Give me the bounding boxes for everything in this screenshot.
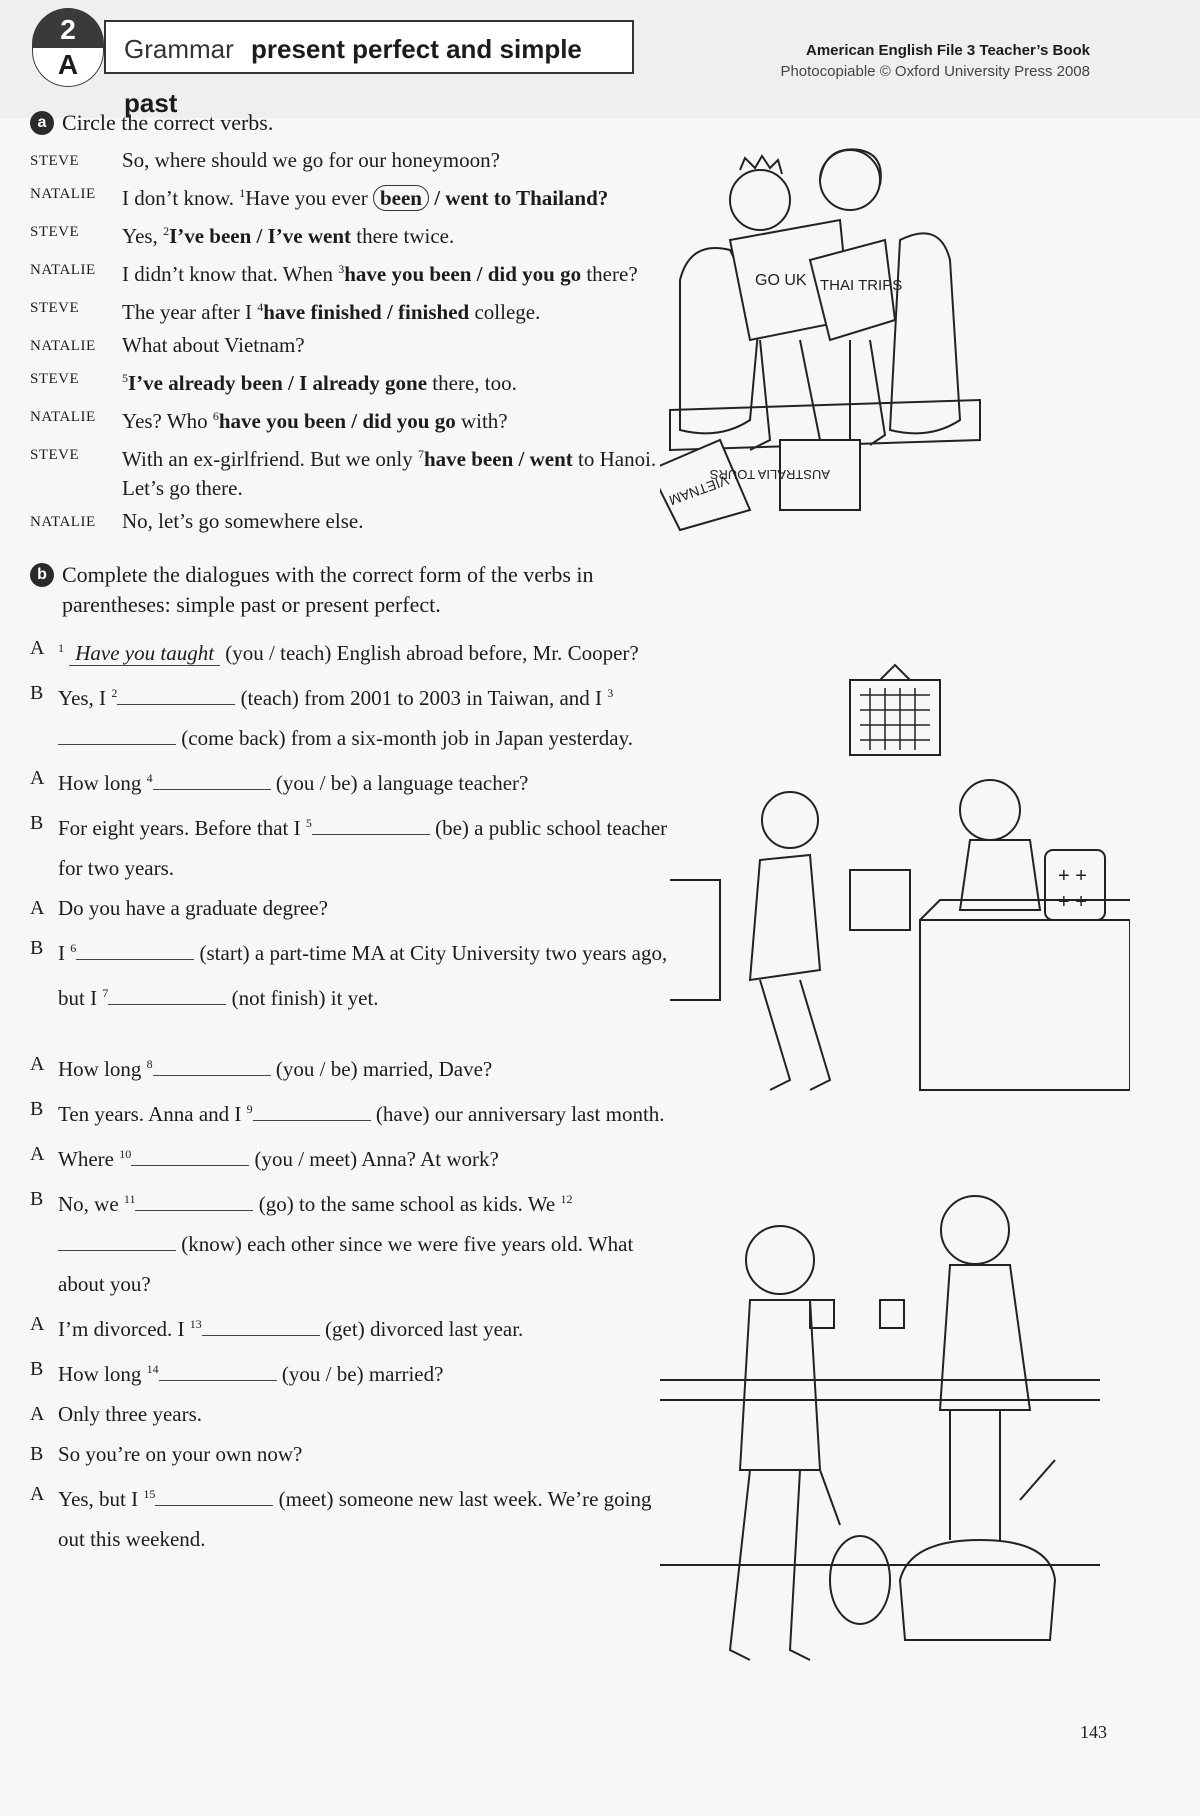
answer-blank[interactable] <box>153 769 271 790</box>
exercise-content <box>30 108 670 1559</box>
speaker: STEVE <box>30 153 80 169</box>
desk <box>920 920 1130 1090</box>
book-info <box>760 42 1090 80</box>
example-answer: Have you taught <box>69 641 220 666</box>
answer-blank[interactable] <box>76 939 194 960</box>
man-hair <box>740 156 782 174</box>
speaker: STEVE <box>30 224 80 240</box>
dialogue-line: Ten years. Anna and I $^9$ (have) our anniversary last month. <box>58 1102 665 1126</box>
speaker: A <box>30 1143 45 1165</box>
exercise-a-instruction: Circle the correct verbs. <box>62 110 274 135</box>
background-railing <box>660 1380 1100 1400</box>
exercise-a-marker: a <box>30 111 54 135</box>
interviewer-head <box>960 780 1020 840</box>
exercise-b-instruction: Complete the dialogues with the correct form of the verbs in parentheses: simple past or present perfect. <box>62 562 594 617</box>
speaker: B <box>30 1358 44 1380</box>
calendar-hook <box>880 665 910 680</box>
dialogue-line: Only three years. <box>58 1402 203 1426</box>
man-head <box>730 170 790 230</box>
right-man-legs <box>950 1410 1000 1540</box>
magazine-thai-trips-label: THAI TRIPS <box>820 277 903 294</box>
dialogue-line: How long $^4$ (you / be) a language teacher? <box>58 771 529 795</box>
speaker: A <box>30 1313 45 1335</box>
answer-blank[interactable] <box>117 684 235 705</box>
unit-badge <box>32 8 104 88</box>
speaker: A <box>30 767 45 789</box>
dialogue-line: I $^6$ (start) a part-time MA at City University two years ago, but I $^7$ (not finish) it yet. <box>58 941 668 1010</box>
dialogue-line: How long $^{14}$ (you / be) married? <box>58 1362 444 1386</box>
left-glass <box>810 1300 834 1328</box>
brochure-australia-label: AUSTRALIA TOURS <box>709 467 830 482</box>
section-label: Grammar <box>124 34 234 64</box>
bag-racket <box>1020 1460 1055 1500</box>
speaker: B <box>30 1443 44 1465</box>
topic-title: present perfect and simple past <box>124 34 582 118</box>
speaker: NATALIE <box>30 262 96 278</box>
board-marks-2: + + <box>1058 891 1087 913</box>
speaker: NATALIE <box>30 514 96 530</box>
woman-legs <box>830 340 885 450</box>
unit-letter: A <box>32 48 104 87</box>
speaker: A <box>30 897 45 919</box>
exercise-a-heading <box>30 108 670 138</box>
board-marks-1: + + <box>1058 865 1087 887</box>
dialogue-line: The year after I $^4$have finished / finished college. <box>122 300 541 324</box>
page-number: 143 <box>1080 1722 1107 1742</box>
dialogue-line: With an ex-girlfriend. But we only $^7$have been / went to Hanoi. Let’s go there. <box>122 447 657 500</box>
brochure-vietnam-label: VIETNAM <box>666 472 731 509</box>
dialogue-line: $^1$ Have you taught (you / teach) English abroad before, Mr. Cooper? <box>58 641 639 665</box>
page-title <box>104 20 634 118</box>
circled-answer: been <box>373 185 429 211</box>
speaker: B <box>30 937 44 959</box>
candidate-body <box>750 855 820 980</box>
speaker: STEVE <box>30 300 80 316</box>
interview-chair <box>670 880 720 1000</box>
man-legs <box>750 340 820 450</box>
left-man-body <box>740 1300 820 1470</box>
right-man-head <box>941 1196 1009 1264</box>
answer-blank[interactable] <box>155 1485 273 1506</box>
sports-bag <box>900 1540 1055 1640</box>
dialogue-line: Yes? Who $^6$have you been / did you go with? <box>122 409 508 433</box>
speaker: STEVE <box>30 447 80 463</box>
answer-blank[interactable] <box>58 724 176 745</box>
couple-reading-illustration <box>660 140 1100 600</box>
candidate-legs <box>760 980 830 1090</box>
woman-hair <box>820 149 881 185</box>
right-man-body <box>940 1265 1030 1410</box>
speaker: NATALIE <box>30 186 96 202</box>
exercise-b-dialogue <box>30 628 670 1559</box>
dialogue-line: So, where should we go for our honeymoon? <box>122 148 500 172</box>
speaker: NATALIE <box>30 338 96 354</box>
dialogue-line: I’m divorced. I $^{13}$ (get) divorced last year. <box>58 1317 524 1341</box>
racket-handle <box>820 1470 840 1525</box>
dialogue-line: For eight years. Before that I $^5$ (be) a public school teacher for two years. <box>58 816 668 880</box>
dialogue-line: Yes, I $^2$ (teach) from 2001 to 2003 in Taiwan, and I $^3$ (come back) from a six-month job in Japan yesterday. <box>58 686 633 750</box>
exercise-b-marker: b <box>30 563 54 587</box>
speaker: NATALIE <box>30 409 96 425</box>
magazine-go-uk-label: GO UK <box>755 272 807 289</box>
dialogue-line: How long $^8$ (you / be) married, Dave? <box>58 1057 493 1081</box>
dialogue-line: Yes, but I $^{15}$ (meet) someone new last week. We’re going out this weekend. <box>58 1487 652 1551</box>
speaker: B <box>30 1188 44 1210</box>
speaker: B <box>30 1098 44 1120</box>
exercise-b-heading <box>30 560 670 620</box>
dialogue-line: I don’t know. $^1$Have you ever been / went to Thailand? <box>122 186 609 210</box>
answer-blank[interactable] <box>312 814 430 835</box>
speaker: A <box>30 1053 45 1075</box>
dialogue-line: $^5$I’ve already been / I already gone there, too. <box>122 371 517 395</box>
book-title: American English File 3 Teacher’s Book <box>806 42 1090 59</box>
dialogue-line: Where $^{10}$ (you / meet) Anna? At work? <box>58 1147 499 1171</box>
speaker: A <box>30 637 45 659</box>
answer-blank[interactable] <box>253 1100 371 1121</box>
exercise-a-dialogue <box>30 146 670 536</box>
answer-blank[interactable] <box>135 1190 253 1211</box>
speaker: STEVE <box>30 371 80 387</box>
answer-blank[interactable] <box>58 1230 176 1251</box>
wall-calendar <box>850 680 940 755</box>
dialogue-line: What about Vietnam? <box>122 333 305 357</box>
toasting-illustration <box>660 1170 1120 1690</box>
speaker: B <box>30 812 44 834</box>
unit-number: 2 <box>32 8 104 48</box>
dialogue-line: I didn’t know that. When $^3$have you been / did you go there? <box>122 262 638 286</box>
interview-illustration <box>670 650 1130 1110</box>
speaker: A <box>30 1483 45 1505</box>
dialogue-line: Do you have a graduate degree? <box>58 896 328 920</box>
left-man-head <box>746 1226 814 1294</box>
dialogue-line: No, let’s go somewhere else. <box>122 509 364 533</box>
dialogue-line: So you’re on your own now? <box>58 1442 303 1466</box>
candidate-head <box>762 792 818 848</box>
speaker: A <box>30 1403 45 1425</box>
answer-blank[interactable] <box>131 1145 249 1166</box>
answer-blank[interactable] <box>108 984 226 1005</box>
dialogue-line: No, we $^{11}$ (go) to the same school as kids. We $^{12}$ (know) each other since we were five years old. What about you? <box>58 1192 634 1296</box>
racket <box>830 1536 890 1624</box>
calendar-grid <box>860 688 930 750</box>
speaker: B <box>30 682 44 704</box>
answer-blank[interactable] <box>202 1315 320 1336</box>
right-glass <box>880 1300 904 1328</box>
answer-blank[interactable] <box>159 1360 277 1381</box>
answer-blank[interactable] <box>153 1055 271 1076</box>
copyright-line: Photocopiable © Oxford University Press 2008 <box>780 63 1090 80</box>
dialogue-line: Yes, $^2$I’ve been / I’ve went there twice. <box>122 224 455 248</box>
resume-paper <box>850 870 910 930</box>
